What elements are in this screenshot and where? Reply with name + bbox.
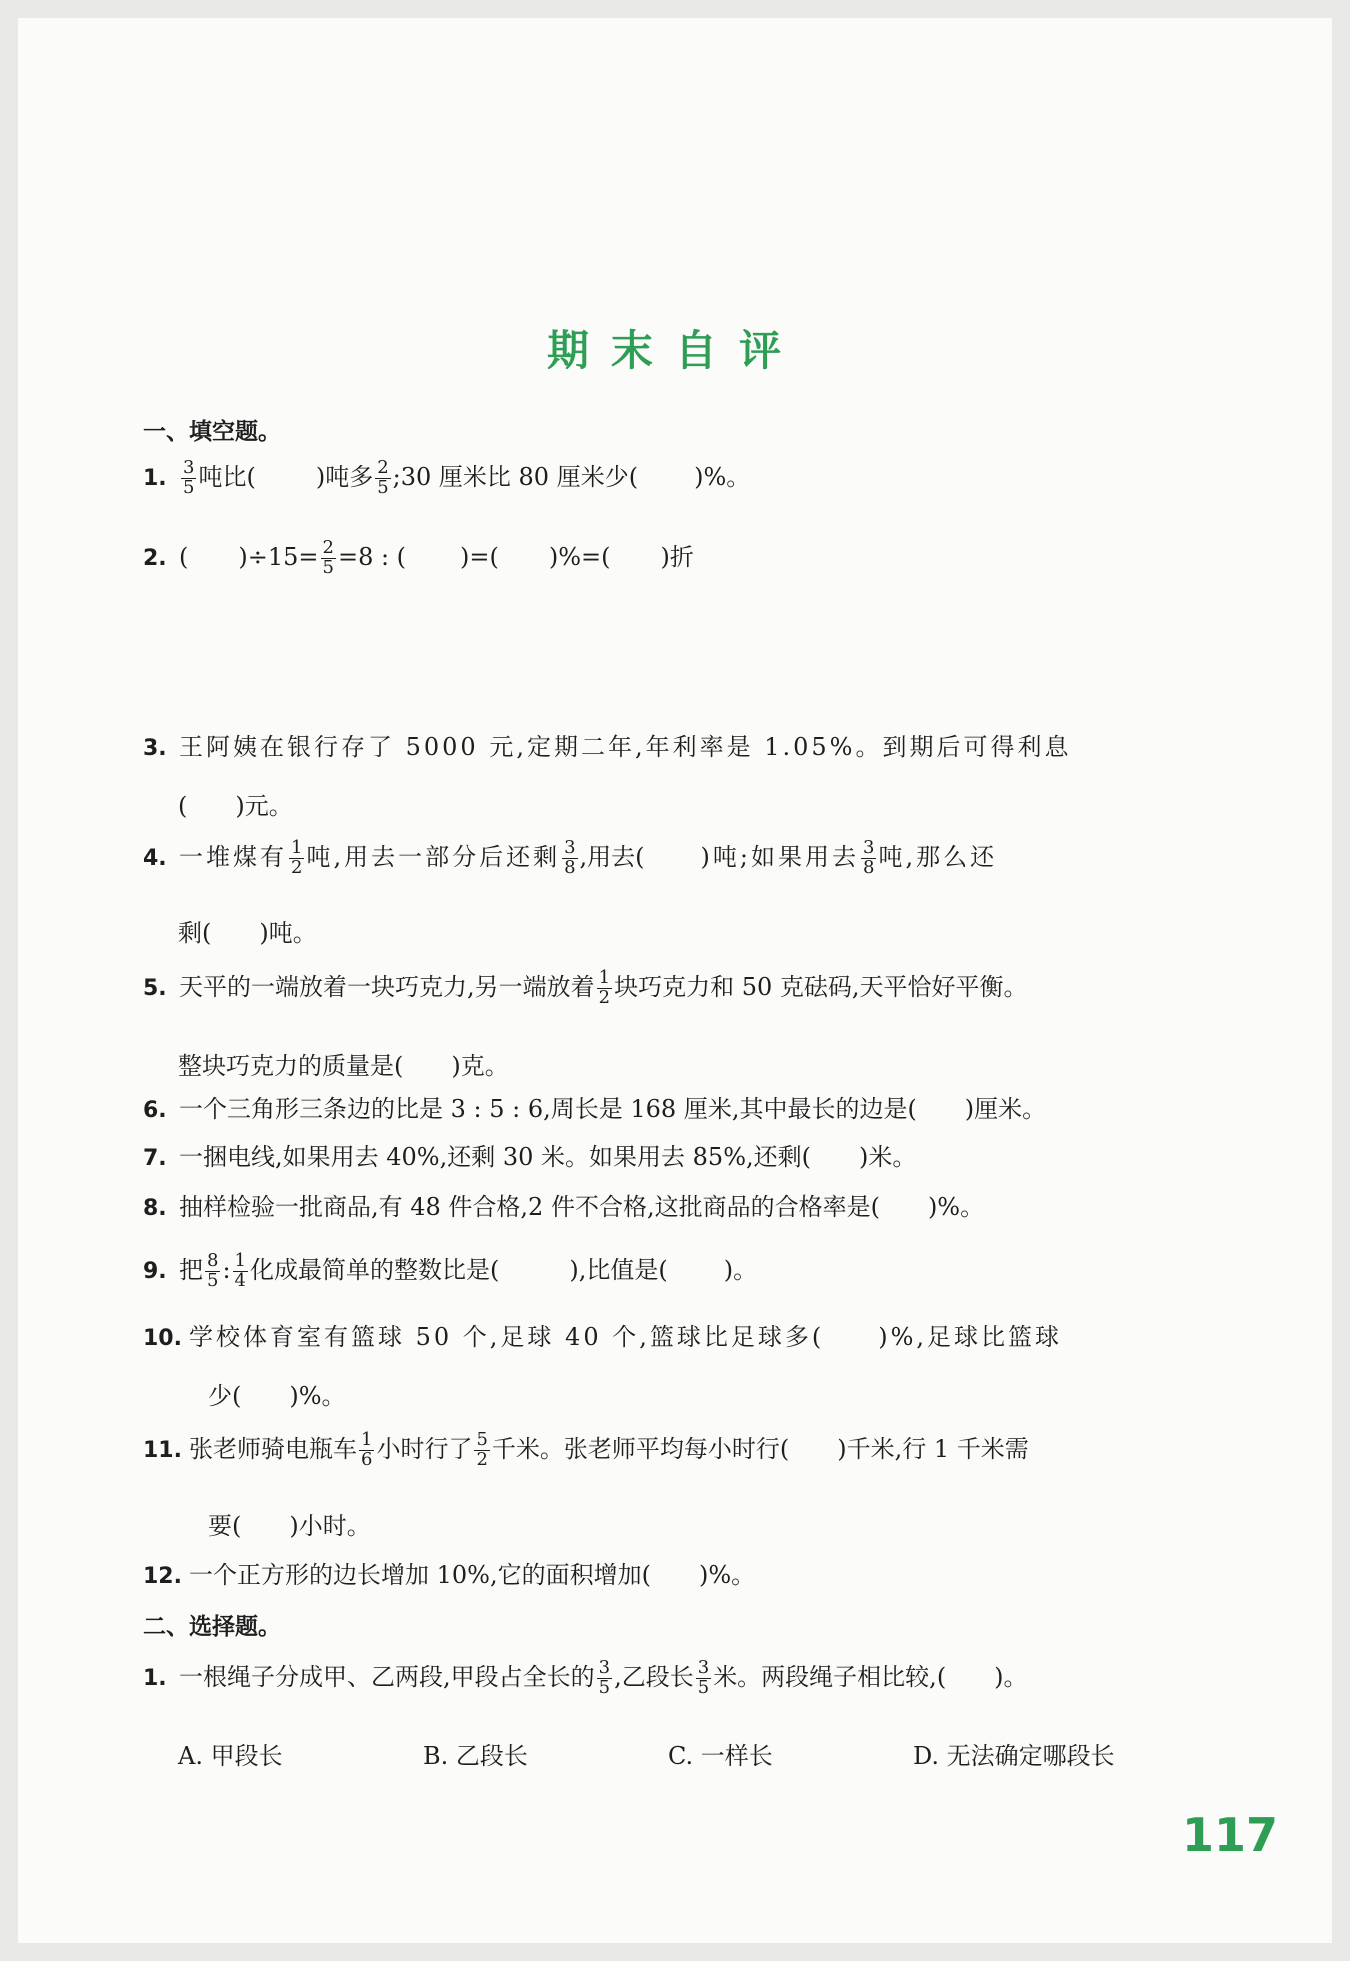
section-choice-heading: 二、选择题。 — [143, 1614, 281, 1640]
question-2: 2. ( )÷15= $\frac{2}{5}$ =8 : ( )=( )%=( )折 — [143, 537, 694, 578]
fraction: $\frac{3}{5}$ — [183, 457, 195, 498]
question-number: 3. — [143, 736, 167, 761]
question-number: 4. — [143, 846, 167, 871]
question-4-line-2: 剩( )吨。 — [178, 919, 317, 947]
fraction: $\frac{3}{8}$ — [863, 837, 875, 878]
question-number: 2. — [143, 546, 167, 571]
question-10: 10. 学校体育室有篮球 50 个,足球 40 个,篮球比足球多( )%,足球比篮球 — [143, 1318, 1062, 1356]
choice-question-1: 1. 一根绳子分成甲、乙两段,甲段占全长的 $\frac{3}{5}$ ,乙段长 $\frac{3}{5}$ 米。两段绳子相比较,( )。 — [143, 1657, 1028, 1698]
fraction: $\frac{2}{5}$ — [322, 537, 334, 578]
question-number: 12. — [143, 1564, 182, 1589]
fraction: $\frac{1}{2}$ — [291, 837, 303, 878]
question-3: 3. 王阿姨在银行存了 5000 元,定期二年,年利率是 1.05%。到期后可得利息 — [143, 728, 1071, 766]
question-number: 8. — [143, 1196, 167, 1221]
question-number: 7. — [143, 1146, 167, 1171]
question-5: 5. 天平的一端放着一块巧克力,另一端放着 $\frac{1}{2}$ 块巧克力和 50 克砝码,天平恰好平衡。 — [143, 967, 1028, 1008]
page-number: 117 — [1181, 1808, 1278, 1862]
fraction: $\frac{3}{5}$ — [697, 1657, 710, 1698]
question-number: 1. — [143, 466, 167, 491]
fraction: $\frac{3}{5}$ — [598, 1657, 611, 1698]
fraction: $\frac{3}{8}$ — [564, 837, 576, 878]
question-1: 1. $\frac{3}{5}$ 吨比( )吨多 $\frac{2}{5}$ ;30 厘米比 80 厘米少( )%。 — [143, 457, 751, 498]
question-6: 6. 一个三角形三条边的比是 3 : 5 : 6,周长是 168 厘米,其中最长的边是( )厘米。 — [143, 1090, 1046, 1128]
question-4: 4. 一堆煤有 $\frac{1}{2}$ 吨,用去一部分后还剩 $\frac{3}{8}$ ,用去( )吨;如果用去 $\frac{3}{8}$ 吨,那么还 — [143, 837, 998, 878]
page-title: 期末自评 — [546, 326, 803, 375]
question-11: 11. 张老师骑电瓶车 $\frac{1}{6}$ 小时行了 $\frac{5}{2}$ 千米。张老师平均每小时行( )千米,行 1 千米需 — [143, 1429, 1029, 1470]
question-9: 9. 把 $\frac{8}{5}$ : $\frac{1}{4}$ 化成最简单的整数比是( ),比值是( )。 — [143, 1250, 758, 1291]
question-3-line-2: ( )元。 — [178, 792, 293, 820]
fraction: $\frac{8}{5}$ — [207, 1250, 219, 1291]
question-8: 8. 抽样检验一批商品,有 48 件合格,2 件不合格,这批商品的合格率是( )%。 — [143, 1188, 984, 1226]
question-7: 7. 一捆电线,如果用去 40%,还剩 30 米。如果用去 85%,还剩( )米。 — [143, 1138, 916, 1176]
fraction: $\frac{2}{5}$ — [377, 457, 389, 498]
fraction: $\frac{5}{2}$ — [476, 1429, 488, 1470]
question-10-line-2: 少( )%。 — [208, 1382, 346, 1410]
option-b[interactable]: B. 乙段长 — [423, 1742, 528, 1770]
question-12: 12. 一个正方形的边长增加 10%,它的面积增加( )%。 — [143, 1556, 755, 1594]
option-a[interactable]: A. 甲段长 — [178, 1742, 283, 1770]
fraction: $\frac{1}{2}$ — [598, 967, 611, 1008]
question-number: 10. — [143, 1326, 182, 1351]
question-number: 6. — [143, 1098, 167, 1123]
question-number: 9. — [143, 1259, 167, 1284]
question-11-line-2: 要( )小时。 — [208, 1512, 371, 1540]
section-fill-in-heading: 一、填空题。 — [143, 419, 281, 445]
workbook-page — [18, 18, 1332, 1943]
question-number: 5. — [143, 976, 167, 1001]
question-5-line-2: 整块巧克力的质量是( )克。 — [178, 1052, 509, 1080]
question-number: 1. — [143, 1666, 167, 1691]
question-number: 11. — [143, 1438, 182, 1463]
fraction: $\frac{1}{4}$ — [234, 1250, 246, 1291]
fraction: $\frac{1}{6}$ — [361, 1429, 373, 1470]
option-c[interactable]: C. 一样长 — [668, 1742, 773, 1770]
option-d[interactable]: D. 无法确定哪段长 — [913, 1742, 1115, 1770]
